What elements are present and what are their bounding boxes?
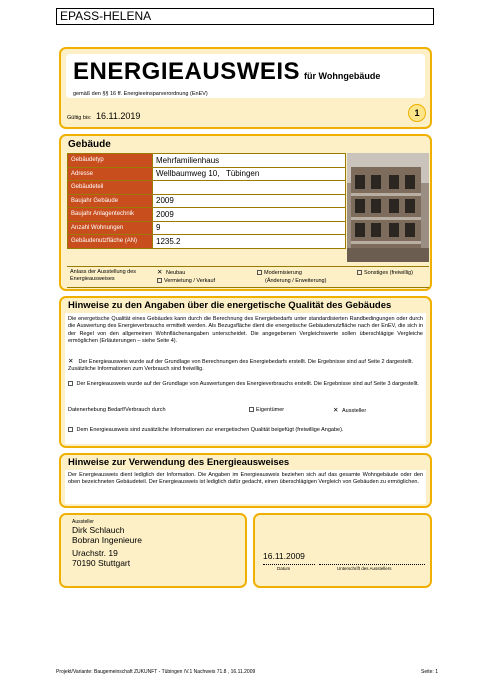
option-sonstiges: Sonstiges (freiwillig)	[364, 270, 413, 276]
anlass-label: Anlass der Ausstellung des Energieausweises	[70, 269, 137, 282]
option-bedarf: Der Energieausweis wurde auf der Grundlage von Berechnungen des Energiebedarfs erstellt. Die Ergebnisse sind auf Seite 2 dargestellt. Zusätzliche Informationen zum Verbrauch sind freiwillig.	[68, 359, 414, 373]
building-panel	[59, 134, 432, 291]
issuer-city: 70190 Stuttgart	[72, 557, 131, 568]
valid-until	[67, 111, 140, 121]
document-subtitle: für Wohngebäude	[304, 71, 381, 81]
zusatz-row	[68, 427, 426, 434]
zusatz-text: Dem Energieausweis sind zusätzliche Informationen zur energetischen Qualität beigefügt (freiwillige Angabe).	[76, 427, 344, 433]
checkbox-icon[interactable]	[257, 270, 262, 275]
issuer-street: Urachstr. 19	[72, 548, 118, 558]
table-row	[68, 154, 346, 168]
aussteller-option	[333, 407, 366, 415]
checkbox-icon[interactable]	[68, 427, 73, 432]
footer-project: Projekt/Variante: Baugemeinschaft ZUKUNFT - Tübingen /V.1 Nachweis 71.8 , 16.11.2009	[56, 669, 256, 675]
notes-intro: Die energetische Qualität eines Gebäudes kann durch die Berechnung des Energiebedarfs unter standardisierten Randbedingungen oder durch die Auswertung des Energieverbrauchs ermittelt werden. Als Bezugsfläche dient die energetische Gebäudenutzfläche nach der EnEV, die sich in der Regel von den allgemeinen Wohnflächenangaben unterscheidet. Die angegebenen Vergleichswerte sollen überschlägige Vergleiche ermöglichen (Erläuterungen – siehe Seite 4).	[68, 316, 423, 345]
datenerhebung-label: Datenerhebung Bedarf/Verbrauch durch	[68, 407, 166, 413]
footer-page: Seite: 1	[421, 669, 438, 675]
app-title: EPASS-HELENA	[60, 9, 152, 23]
row-value: 9	[153, 221, 346, 235]
usage-heading: Hinweise zur Verwendung des Energieausweises	[68, 457, 290, 468]
option-aenderung: (Änderung / Erweiterung)	[265, 278, 327, 284]
page-footer	[56, 669, 438, 675]
issuer-address	[72, 526, 142, 568]
option-verbrauch: Der Energieausweis wurde auf der Grundlage von Auswertungen des Energieverbrauchs erstellt. Die Ergebnisse sind auf Seite 3 dargestellt.	[76, 381, 419, 387]
signature-line	[319, 564, 425, 565]
table-row	[68, 221, 346, 235]
eigentuemer-label: Eigentümer	[256, 407, 285, 413]
row-label: Gebäudenutzfläche (AN)	[68, 235, 153, 249]
usage-text: Der Energieausweis dient lediglich der Information. Die Angaben im Energieausweis beziehen sich auf das gesamte Wohngebäude oder den oben bezeichneten Gebäudeteil. Der Energieausweis ist lediglich dafür gedacht, einen überschlägigen Vergleich von Gebäuden zu ermöglichen.	[68, 472, 423, 486]
issuer-company: Bobran Ingenieure	[72, 534, 142, 545]
row-value: 1235.2	[153, 235, 346, 249]
checked-box-icon[interactable]: ✕	[157, 269, 163, 276]
signature-caption: Unterschrift des Ausstellers	[337, 566, 392, 571]
option-modernisierung: Modernisierung	[264, 270, 302, 276]
table-row	[68, 181, 346, 195]
option-bedarf-row	[68, 358, 423, 374]
row-label: Gebäudeteil	[68, 181, 153, 195]
row-value: 2009	[153, 194, 346, 208]
row-label: Baujahr Anlagentechnik	[68, 208, 153, 222]
checkbox-icon[interactable]	[157, 278, 162, 283]
row-value: Mehrfamilienhaus	[153, 154, 346, 168]
page-number-badge: 1	[408, 104, 426, 122]
row-value: 2009	[153, 208, 346, 222]
usage-body	[65, 470, 426, 504]
title-box	[66, 54, 425, 98]
notes-heading: Hinweise zu den Angaben über die energetische Qualität des Gebäudes	[68, 300, 392, 311]
building-heading: Gebäude	[68, 139, 111, 150]
checked-box-icon[interactable]: ✕	[68, 358, 74, 365]
notes-panel	[59, 296, 432, 448]
anlass-col-3	[357, 269, 413, 277]
option-neubau: Neubau	[166, 270, 186, 276]
issuer-panel	[59, 513, 247, 588]
building-photo	[347, 153, 429, 262]
signature-panel	[253, 513, 432, 588]
app-title-bar	[56, 8, 434, 25]
table-row	[68, 167, 346, 181]
issuer-name: Dirk Schlauch	[72, 525, 125, 535]
eigentuemer-option	[249, 407, 284, 414]
issuer-label: Aussteller	[72, 519, 94, 525]
signature-date-value: 16.11.2009	[263, 551, 305, 561]
anlass-col-1	[157, 269, 215, 285]
checkbox-icon[interactable]	[357, 270, 362, 275]
row-label: Gebäudetyp	[68, 154, 153, 168]
option-verbrauch-row	[68, 381, 423, 388]
row-label: Adresse	[68, 167, 153, 181]
table-row	[68, 235, 346, 249]
row-label: Anzahl Wohnungen	[68, 221, 153, 235]
row-value: Wellbaumweg 10, Tübingen	[153, 167, 346, 181]
anlass-col-2	[257, 269, 326, 285]
table-row	[68, 208, 346, 222]
anlass-row	[67, 266, 429, 288]
aussteller-option-label: Aussteller	[342, 408, 367, 414]
date-line	[263, 564, 315, 565]
valid-until-value: 16.11.2019	[96, 111, 141, 121]
title-panel	[59, 47, 432, 129]
row-value	[153, 181, 346, 195]
notes-body	[65, 313, 426, 444]
document-title: ENERGIEAUSWEIS	[73, 58, 301, 85]
building-table	[67, 153, 346, 249]
checked-box-icon[interactable]: ✕	[333, 407, 339, 414]
row-label: Baujahr Gebäude	[68, 194, 153, 208]
table-row	[68, 194, 346, 208]
date-caption: Datum	[277, 566, 291, 571]
checkbox-icon[interactable]	[68, 381, 73, 386]
valid-until-label: Gültig bis:	[67, 115, 92, 121]
usage-panel	[59, 453, 432, 508]
checkbox-icon[interactable]	[249, 407, 254, 412]
option-vermietung: Vermietung / Verkauf	[164, 278, 216, 284]
law-reference: gemäß den §§ 16 ff. Energieeinsparverordnung (EnEV)	[73, 91, 208, 97]
